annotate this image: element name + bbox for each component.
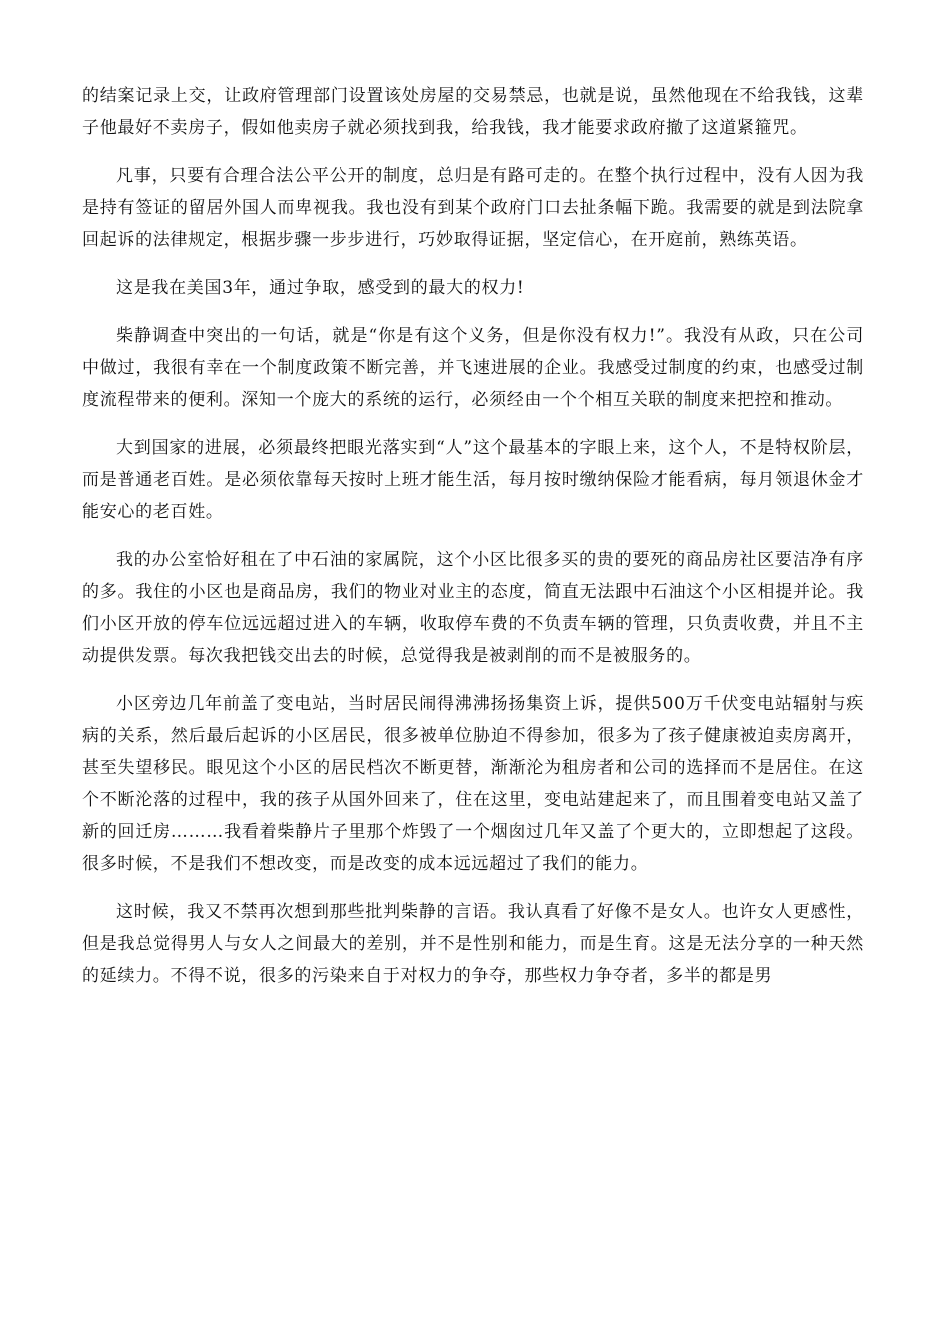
- paragraph-fair-system: 凡事，只要有合理合法公平公开的制度，总归是有路可走的。在整个执行过程中，没有人因为我是持有签证的留居外国人而卑视我。我也没有到某个政府门口去扯条幅下跪。我需要的就是到法院拿回起诉的法律规定，根据步骤一步步进行，巧妙取得证据，坚定信心，在开庭前，熟练英语。: [82, 166, 864, 250]
- paragraph-case-record: 的结案记录上交，让政府管理部门设置该处房屋的交易禁忌，也就是说，虽然他现在不给我钱，这辈子他最好不卖房子，假如他卖房子就必须找到我，给我钱，我才能要求政府撤了这道紧箍咒。: [82, 86, 864, 138]
- paragraph-duty-power: 柴静调查中突出的一句话，就是“你是有这个义务，但是你没有权力!”。我没有从政，只在公司中做过，我很有幸在一个制度政策不断完善，并飞速进展的企业。我感受过制度的约束，也感受过制度流程带来的便利。深知一个庞大的系统的运行，必须经由一个个相互关联的制度来把控和推动。: [82, 326, 864, 410]
- paragraph-office-community: 我的办公室恰好租在了中石油的家属院，这个小区比很多买的贵的要死的商品房社区要洁净有序的多。我住的小区也是商品房，我们的物业对业主的态度，简直无法跟中石油这个小区相提并论。我们小区开放的停车位远远超过进入的车辆，收取停车费的不负责车辆的管理，只负责收费，并且不主动提供发票。每次我把钱交出去的时候，总觉得我是被剥削的而不是被服务的。: [82, 550, 864, 666]
- paragraph-substation: 小区旁边几年前盖了变电站，当时居民闹得沸沸扬扬集资上诉，提供500万千伏变电站辐射与疾病的关系，然后最后起诉的小区居民，很多被单位胁迫不得参加，很多为了孩子健康被迫卖房离开，甚至失望移民。眼见这个小区的居民档次不断更替，渐渐沦为租房者和公司的选择而不是居住。在这个不断沦落的过程中，我的孩子从国外回来了，住在这里，变电站建起来了，而且围着变电站又盖了新的回迁房………我看着柴静片子里那个炸毁了一个烟囱过几年又盖了个更大的，立即想起了这段。很多时候，不是我们不想改变，而是改变的成本远远超过了我们的能力。: [82, 694, 864, 874]
- paragraph-ordinary-people: 大到国家的进展，必须最终把眼光落实到“人”这个最基本的字眼上来，这个人，不是特权阶层，而是普通老百姓。是必须依靠每天按时上班才能生活，每月按时缴纳保险才能看病，每月领退休金才能安心的老百姓。: [82, 438, 864, 522]
- article-body: [82, 80, 864, 1008]
- paragraph-three-years: 这是我在美国3年，通过争取，感受到的最大的权力!: [116, 278, 525, 298]
- paragraph-criticism: 这时候，我又不禁再次想到那些批判柴静的言语。我认真看了好像不是女人。也许女人更感性，但是我总觉得男人与女人之间最大的差别，并不是性别和能力，而是生育。这是无法分享的一种天然的延续力。不得不说，很多的污染来自于对权力的争夺，那些权力争夺者，多半的都是男: [82, 902, 864, 986]
